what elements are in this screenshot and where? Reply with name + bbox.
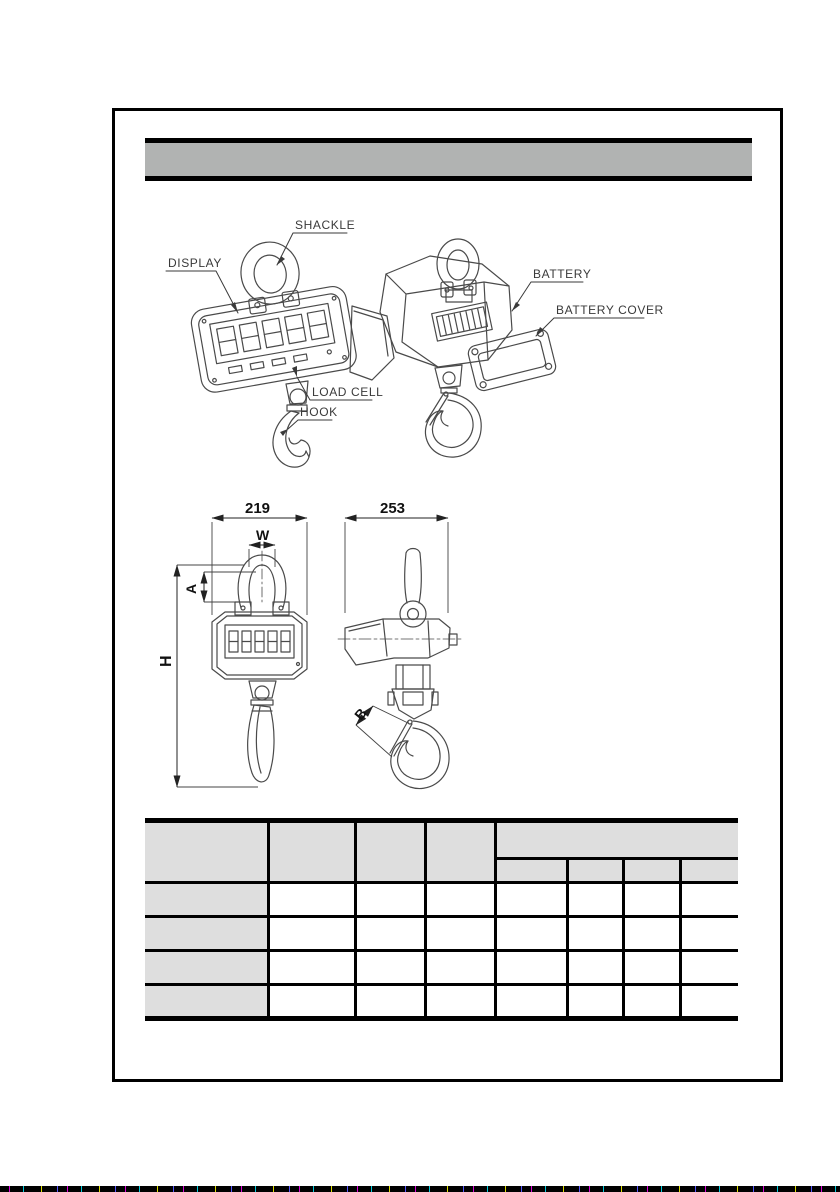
table-cell <box>355 951 425 985</box>
header-sub-2 <box>567 859 623 883</box>
label-load-cell: LOAD CELL <box>312 385 384 399</box>
header-col4 <box>425 821 495 883</box>
label-hook: HOOK <box>300 405 338 419</box>
table-cell <box>355 917 425 951</box>
figure-dimension-views <box>140 495 780 805</box>
title-bar-band <box>145 143 752 176</box>
title-bar-bottom-rule <box>145 176 752 181</box>
table-cell <box>495 985 567 1019</box>
ext-lines-h <box>177 565 258 787</box>
table-cell <box>268 985 355 1019</box>
table-cell <box>680 985 738 1019</box>
header-sub-4 <box>680 859 738 883</box>
label-display: DISPLAY <box>168 256 222 270</box>
table-cell <box>680 951 738 985</box>
table-row-header <box>145 917 268 951</box>
table-cell <box>623 917 680 951</box>
header-group <box>495 821 738 859</box>
scan-noise-strip <box>0 1186 840 1192</box>
dim-h: H <box>158 655 175 667</box>
header-sub-1 <box>495 859 567 883</box>
table-cell <box>495 951 567 985</box>
header-col1 <box>145 821 268 883</box>
table-cell <box>680 883 738 917</box>
ext-lines-253 <box>345 522 448 613</box>
table-cell <box>425 985 495 1019</box>
crane-scale-back-iso <box>380 239 557 457</box>
header-col2 <box>268 821 355 883</box>
table-cell <box>495 883 567 917</box>
label-battery: BATTERY <box>533 267 592 281</box>
table-cell <box>623 883 680 917</box>
table-cell <box>268 917 355 951</box>
dim-w: W <box>256 527 270 543</box>
crane-scale-front-iso <box>189 238 394 467</box>
table-cell <box>355 883 425 917</box>
label-battery-cover: BATTERY COVER <box>556 303 664 317</box>
leader-display <box>166 271 238 313</box>
front-view-drawing <box>212 551 307 782</box>
table-cell <box>425 951 495 985</box>
table-cell <box>623 985 680 1019</box>
table-cell <box>567 985 623 1019</box>
table-cell <box>425 917 495 951</box>
table-cell <box>680 917 738 951</box>
table-cell <box>268 951 355 985</box>
title-bar <box>145 138 752 181</box>
dim-253: 253 <box>380 500 406 517</box>
dim-a: A <box>183 583 199 594</box>
dim-219: 219 <box>245 500 271 517</box>
table-cell <box>567 951 623 985</box>
leader-hook <box>288 420 332 429</box>
table-cell <box>495 917 567 951</box>
table-row-header <box>145 985 268 1019</box>
table-cell <box>355 985 425 1019</box>
table-cell <box>567 917 623 951</box>
table-cell <box>567 883 623 917</box>
leader-battery-cover <box>536 318 644 336</box>
table-cell <box>268 883 355 917</box>
battery-cover-plate <box>467 328 558 392</box>
dim-b: B <box>351 704 370 723</box>
table-row-header <box>145 883 268 917</box>
spec-table <box>145 818 738 1021</box>
header-sub-3 <box>623 859 680 883</box>
table-cell <box>425 883 495 917</box>
header-col3 <box>355 821 425 883</box>
table-cell <box>623 951 680 985</box>
side-view-drawing <box>338 549 462 789</box>
label-shackle: SHACKLE <box>295 218 356 232</box>
figure-labeled-views <box>140 210 760 480</box>
table-row-header <box>145 951 268 985</box>
